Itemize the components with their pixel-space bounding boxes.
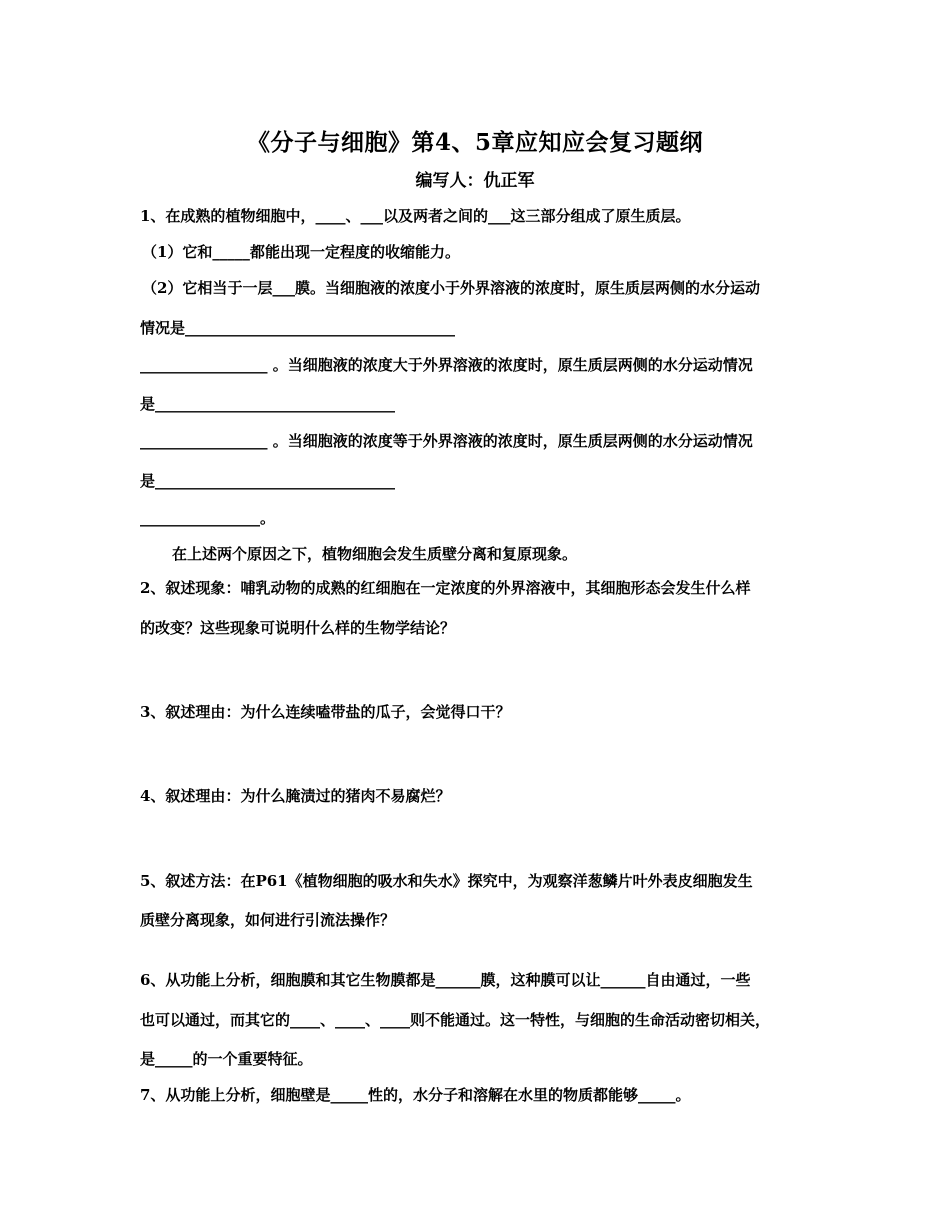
question-3-line: 3、叙述理由：为什么连续嗑带盐的瓜子，会觉得口干？ <box>140 703 511 721</box>
question-2-line: 2、叙述现象：哺乳动物的成熟的红细胞在一定浓度的外界溶液中，其细胞形态会发生什么样 <box>140 579 751 597</box>
question-7-line: 7、从功能上分析，细胞壁是_____性的，水分子和溶解在水里的物质都能够_____。 <box>140 1086 691 1104</box>
question-1-part-2-cont: 情况是____________________________________ <box>140 319 456 337</box>
question-6-line: 6、从功能上分析，细胞膜和其它生物膜都是______膜，这种膜可以让______自由通过，一些 <box>140 971 751 989</box>
question-1-part-2: （2）它相当于一层___膜。当细胞液的浓度小于外界溶液的浓度时，原生质层两侧的水分运动 <box>142 279 760 297</box>
document-author: 编写人：仇正军 <box>415 171 535 191</box>
question-1-part-2-cont: 是________________________________ <box>140 472 396 490</box>
question-1-part-2-cont: ________________。 <box>140 509 276 527</box>
question-5-line: 质壁分离现象，如何进行引流法操作？ <box>140 911 396 929</box>
question-4-line: 4、叙述理由：为什么腌渍过的猪肉不易腐烂？ <box>140 787 451 805</box>
question-1-part-2-cont: _________________ 。当细胞液的浓度等于外界溶液的浓度时，原生质层两侧的水分运动情况 <box>140 432 753 450</box>
question-5-line: 5、叙述方法：在P61《植物细胞的吸水和失水》探究中，为观察洋葱鳞片叶外表皮细胞发生 <box>140 872 753 890</box>
question-6-line: 是_____的一个重要特征。 <box>140 1050 313 1068</box>
question-1-part-2-cont: _________________ 。当细胞液的浓度大于外界溶液的浓度时，原生质层两侧的水分运动情况 <box>140 356 753 374</box>
document-title: 《分子与细胞》第4、5章应知应会复习题纲 <box>246 129 703 156</box>
question-1-note: 在上述两个原因之下，植物细胞会发生质壁分离和复原现象。 <box>172 545 578 563</box>
question-2-line: 的改变？这些现象可说明什么样的生物学结论？ <box>140 619 456 637</box>
question-1-part-1: （1）它和_____都能出现一定程度的收缩能力。 <box>142 243 460 261</box>
question-1-line: 1、在成熟的植物细胞中，____、___以及两者之间的___这三部分组成了原生质层。 <box>140 207 691 225</box>
question-1-part-2-cont: 是________________________________ <box>140 395 396 413</box>
question-6-line: 也可以通过，而其它的____、____、____则不能通过。这一特性，与细胞的生命活动密切相关， <box>140 1011 771 1029</box>
